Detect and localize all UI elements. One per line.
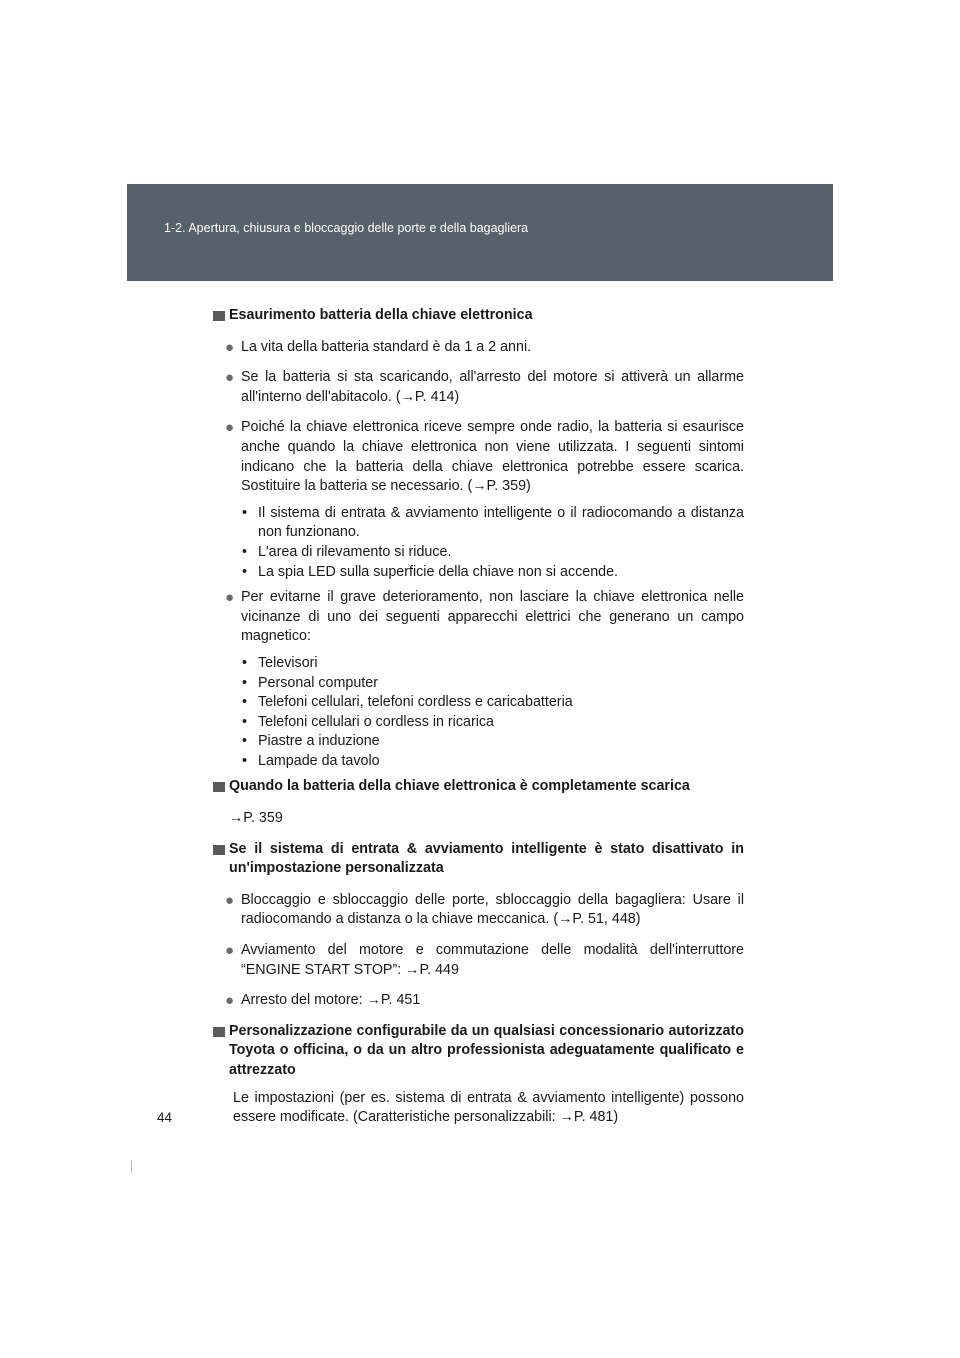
bullet-icon: ● <box>225 419 235 437</box>
bullet-icon: ● <box>225 992 235 1010</box>
chapter-title: 1-2. Apertura, chiusura e bloccaggio delle porte e della bagagliera <box>164 221 529 235</box>
appliance-list <box>213 654 744 772</box>
bullet-item: ● Avviamento del motore e commutazione delle modalità dell'interruttore “ENGINE START STOP”: →P. 449 <box>225 942 744 978</box>
square-marker-icon <box>213 1027 225 1037</box>
square-marker-icon <box>213 311 225 321</box>
section-heading: Quando la batteria della chiave elettronica è completamente scarica <box>213 777 744 797</box>
bullet-item: ● Bloccaggio e sbloccaggio delle porte, sbloccaggio della bagagliera: Usare il radiocomando a distanza o la chiave meccanica. (→P. 51, 448) <box>225 891 744 928</box>
bullet-icon: ● <box>225 338 235 356</box>
list-item: • Televisori <box>242 654 318 671</box>
list-item: • Lampade da tavolo <box>242 752 380 769</box>
list-item: • Telefoni cellulari, telefoni cordless e caricabatteria <box>242 694 573 711</box>
page-number: 44 <box>157 1110 173 1125</box>
page-content <box>213 306 744 1128</box>
symptom-list <box>213 504 744 582</box>
list-item: • Il sistema di entrata & avviamento intelligente o il radiocomando a distanza non funzionano. <box>242 504 744 541</box>
list-item: • Piastre a induzione <box>242 733 380 750</box>
square-marker-icon <box>213 845 225 855</box>
bullet-icon: ● <box>225 891 235 909</box>
bullet-item: ● Per evitarne il grave deterioramento, non lasciare la chiave elettronica nelle vicinanze di uno dei seguenti apparecchi elettrici che generano un campo magnetico: <box>225 589 744 645</box>
bullet-item: ● Poiché la chiave elettronica riceve sempre onde radio, la batteria si esaurisce anche quando la chiave elettronica non viene utilizzata. I seguenti sintomi indicano che la batteria della chiave elettronica potrebbe essere scarica. Sostituire la batteria se necessario. (→P. 359) <box>225 419 744 495</box>
bullet-icon: ● <box>225 942 235 960</box>
list-item: • Telefoni cellulari o cordless in ricarica <box>242 713 494 730</box>
bullet-item: ● La vita della batteria standard è da 1 a 2 anni. <box>225 338 532 356</box>
list-item: • La spia LED sulla superficie della chiave non si accende. <box>242 563 619 580</box>
chapter-header-bar <box>127 184 833 281</box>
section-heading: Personalizzazione configurabile da un qualsiasi concessionario autorizzato Toyota o officina, o da un altro professionista adeguatamente qualificato e attrezzato <box>213 1022 744 1081</box>
margin-rule <box>131 1160 132 1173</box>
list-item: • Personal computer <box>242 674 378 691</box>
section-heading: Se il sistema di entrata & avviamento intelligente è stato disattivato in un'impostazione personalizzata <box>213 840 744 879</box>
paragraph: Le impostazioni (per es. sistema di entrata & avviamento intelligente) possono essere modificate. (Caratteristiche personalizzabili: →P. 481) <box>233 1089 744 1126</box>
bullet-item: ● Arresto del motore: →P. 451 <box>225 992 421 1010</box>
bullet-icon: ● <box>225 369 235 387</box>
section-heading: Esaurimento batteria della chiave elettronica <box>213 306 744 326</box>
square-marker-icon <box>213 782 225 792</box>
bullet-item: ● Se la batteria si sta scaricando, all'arresto del motore si attiverà un allarme all'interno dell'abitacolo. (→P. 414) <box>225 369 744 405</box>
list-item: • L'area di rilevamento si riduce. <box>242 543 452 560</box>
page-reference: →P. 359 <box>229 810 283 827</box>
bullet-icon: ● <box>225 589 235 607</box>
